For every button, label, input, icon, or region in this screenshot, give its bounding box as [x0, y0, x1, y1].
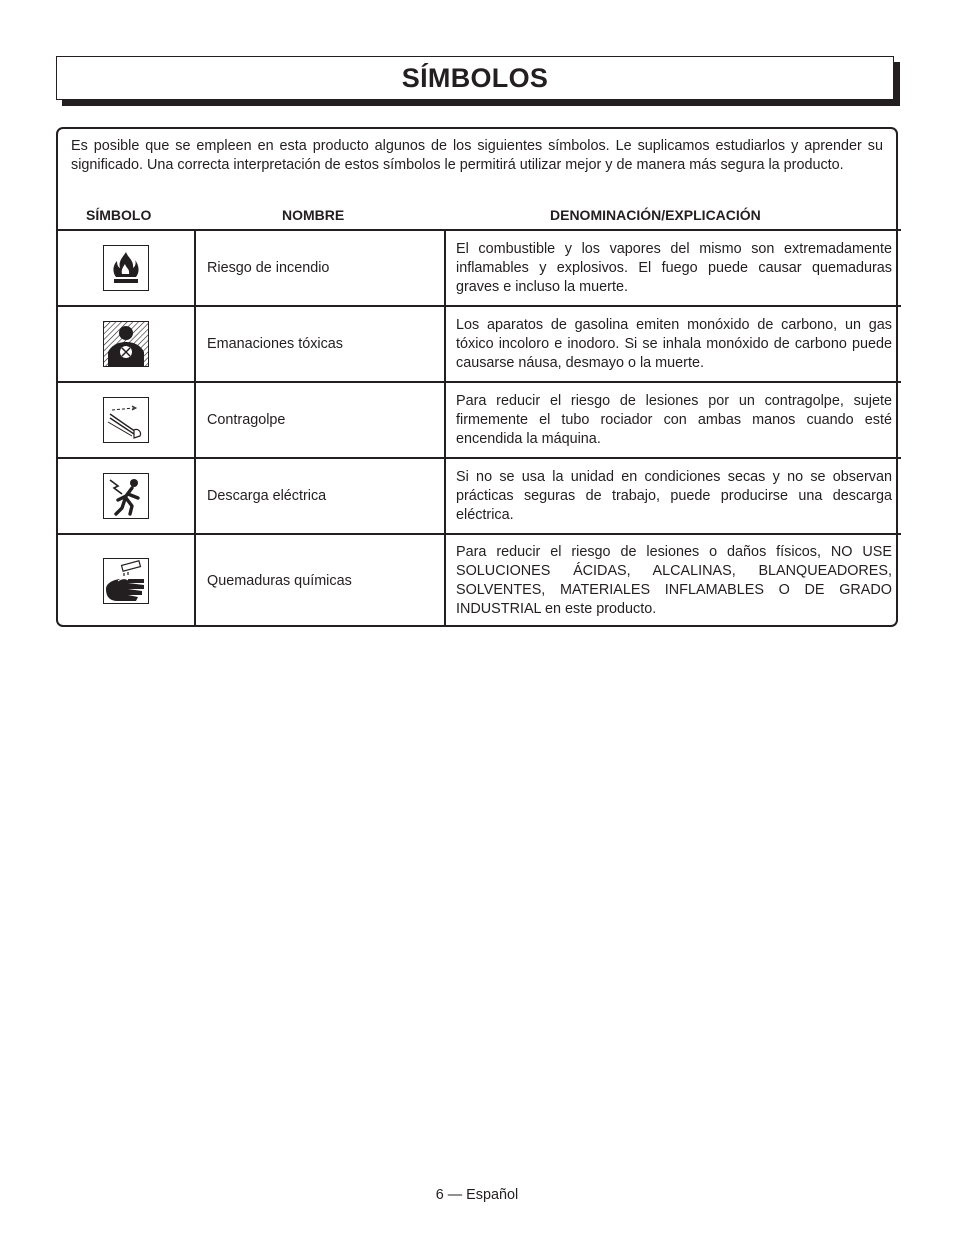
symbol-name: Riesgo de incendio — [195, 230, 445, 306]
table-row — [58, 534, 901, 627]
symbol-explanation: El combustible y los vapores del mismo son extremadamente inflamables y explosivos. El fuego puede causar quemaduras graves e incluso la muerte. — [445, 230, 901, 306]
table-row — [58, 230, 901, 306]
symbol-explanation: Para reducir el riesgo de lesiones por un contragolpe, sujete firmemente el tubo rociador con ambas manos cuando esté encendida la máquina. — [445, 382, 901, 458]
fire-hazard-icon — [103, 245, 149, 291]
kickback-icon — [103, 397, 149, 443]
header-symbol: SÍMBOLO — [86, 207, 152, 223]
symbol-name: Descarga eléctrica — [195, 458, 445, 534]
symbols-panel — [56, 127, 898, 627]
symbol-cell — [58, 230, 195, 306]
table-row — [58, 382, 901, 458]
symbol-cell — [58, 382, 195, 458]
page-footer: 6 — Español — [435, 1187, 519, 1203]
toxic-fumes-icon — [103, 321, 149, 367]
table-row — [58, 306, 901, 382]
page-title: SÍMBOLOS — [401, 62, 549, 93]
symbols-table — [58, 229, 901, 627]
intro-paragraph: Es posible que se empleen en esta producto algunos de los siguientes símbolos. Le suplicamos estudiarlos y aprender su significado. Una correcta interpretación de estos símbolos le permitirá utilizar mejor y de manera más segura la producto. — [71, 138, 883, 173]
electric-shock-icon — [103, 473, 149, 519]
header-name: NOMBRE — [282, 207, 345, 223]
page-title-box — [56, 56, 894, 100]
symbol-cell — [58, 306, 195, 382]
symbol-name: Emanaciones tóxicas — [195, 306, 445, 382]
symbol-cell — [58, 458, 195, 534]
header-explanation: DENOMINACIÓN/EXPLICACIÓN — [550, 207, 761, 223]
table-row — [58, 458, 901, 534]
symbol-explanation: Los aparatos de gasolina emiten monóxido de carbono, un gas tóxico incoloro e inodoro. Si se inhala monóxido de carbono puede causarse náusa, desmayo o la muerte. — [445, 306, 901, 382]
symbol-explanation: Para reducir el riesgo de lesiones o daños físicos, NO USE SOLUCIONES ÁCIDAS, ALCALINAS, BLANQUEADORES, SOLVENTES, MATERIALES INFLAMABLES O DE GRADO INDUSTRIAL en este producto. — [445, 534, 901, 627]
symbol-cell — [58, 534, 195, 627]
symbol-explanation: Si no se usa la unidad en condiciones secas y no se observan prácticas seguras de trabajo, puede producirse una descarga eléctrica. — [445, 458, 901, 534]
chemical-burn-icon — [103, 558, 149, 604]
symbol-name: Contragolpe — [195, 382, 445, 458]
symbol-name: Quemaduras químicas — [195, 534, 445, 627]
